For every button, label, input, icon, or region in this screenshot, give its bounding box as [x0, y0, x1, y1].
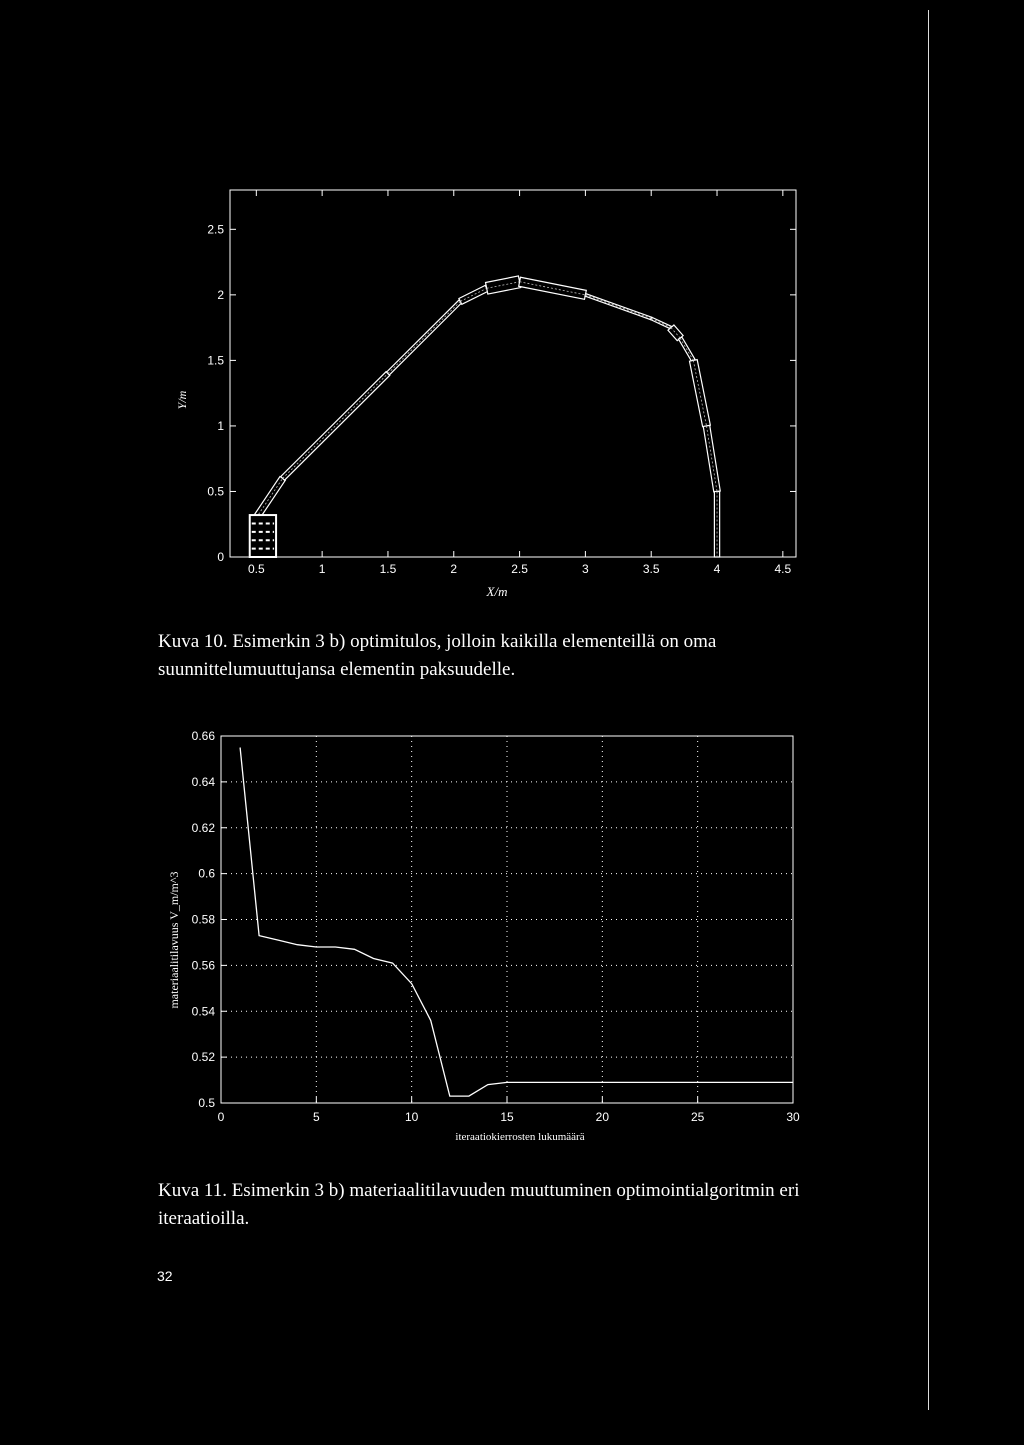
y-tick-label: 0.52 [191, 1050, 215, 1065]
x-tick-label: 5 [312, 1110, 320, 1124]
figure-10-caption: Kuva 10. Esimerkin 3 b) optimitulos, jolloin kaikilla elementeillä on oma suunnittelumuuttujansa elementin paksuudelle. [158, 631, 717, 680]
x-axis-label: iteraatiokierrosten lukumäärä [455, 1131, 585, 1143]
y-tick-label: 0.62 [191, 820, 215, 835]
x-axis-label: X/m [486, 584, 508, 599]
y-tick-label: 2 [217, 287, 224, 302]
shape-element [254, 477, 286, 520]
x-tick-label: 15 [500, 1110, 514, 1124]
x-tick-label: 2.5 [511, 562, 528, 576]
x-tick-label: 30 [786, 1110, 800, 1124]
x-tick-label: 4.5 [774, 562, 792, 576]
y-axis-label: materiaalitilavuus V_m/m^3 [167, 871, 181, 1009]
y-tick-label: 0.58 [191, 912, 215, 927]
x-tick-label: 3 [582, 562, 589, 576]
x-tick-label: 0 [217, 1110, 225, 1124]
x-tick-label: 0.5 [247, 562, 265, 576]
y-tick-label: 0.5 [207, 484, 224, 499]
y-axis-label: Y/m [175, 390, 189, 410]
y-tick-label: 0.66 [191, 729, 215, 743]
x-tick-label: 1.5 [379, 562, 397, 576]
x-tick-label: 25 [690, 1110, 705, 1124]
shape-element [459, 285, 488, 304]
volume-series [240, 748, 793, 1097]
x-tick-label: 20 [595, 1110, 610, 1124]
figure-11-volume-plot [0, 720, 1024, 1180]
y-tick-label: 0.64 [191, 774, 215, 789]
x-tick-label: 4 [713, 562, 721, 576]
structure-shape [250, 276, 721, 557]
y-tick-label: 2.5 [207, 222, 224, 237]
plot-frame [230, 190, 796, 557]
x-tick-label: 3.5 [642, 562, 660, 576]
support-block [250, 515, 276, 557]
figure-10-shape-plot [0, 0, 1024, 620]
y-tick-label: 1 [217, 418, 224, 433]
axis-ticks [192, 729, 800, 1124]
y-tick-label: 0.56 [191, 958, 215, 973]
figure-11-caption: Kuva 11. Esimerkin 3 b) materiaalitilavuuden muuttuminen optimointialgoritmin eri iteraatioilla. [158, 1180, 800, 1229]
grid-lines [221, 736, 793, 1103]
y-tick-label: 0.6 [198, 866, 215, 881]
x-tick-label: 1 [318, 562, 326, 576]
y-tick-label: 0 [217, 550, 224, 564]
shape-element [651, 317, 672, 329]
x-tick-label: 2 [450, 562, 458, 576]
volume-line [240, 748, 793, 1097]
y-tick-label: 1.5 [207, 353, 224, 368]
y-tick-label: 0.5 [198, 1096, 215, 1110]
axis-ticks [207, 190, 796, 576]
shape-element [585, 294, 652, 320]
y-tick-label: 0.54 [191, 1004, 215, 1019]
x-tick-label: 10 [404, 1110, 419, 1124]
page-number: 32 [157, 1268, 173, 1284]
